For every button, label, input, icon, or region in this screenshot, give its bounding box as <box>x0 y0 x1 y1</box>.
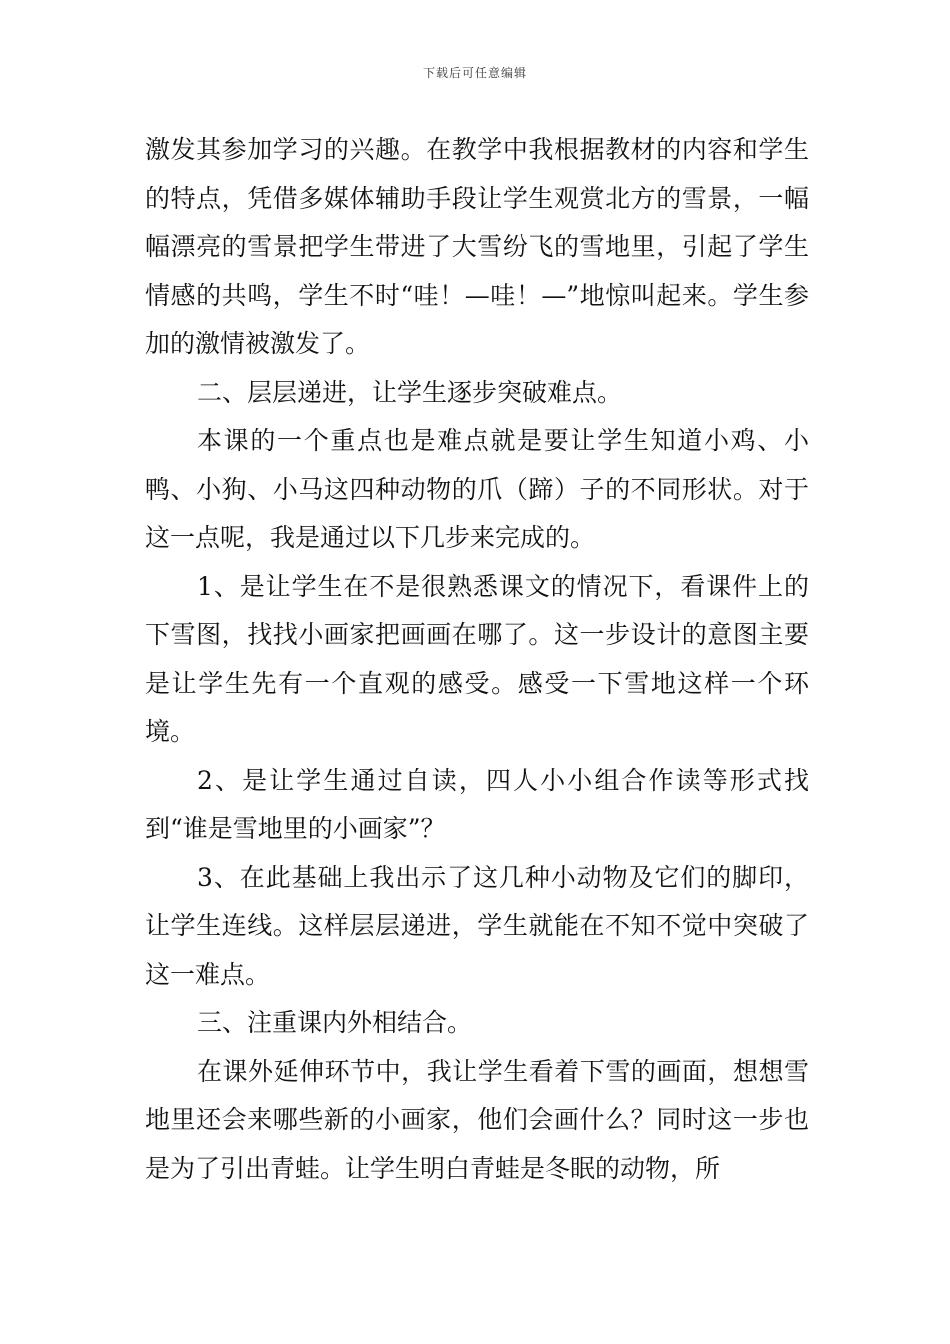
paragraph: 本课的一个重点也是难点就是要让学生知道小鸡、小鸭、小狗、小马这四种动物的爪（蹄）子的不同形状。对于这一点呢，我是通过以下几步来完成的。 <box>145 426 809 552</box>
list-item-1: 1、是让学生在不是很熟悉课文的情况下，看课件上的下雪图，找找小画家把画画在哪了。这一步设计的意图主要是让学生先有一个直观的感受。感受一下雪地这样一个环境。 <box>145 571 809 746</box>
document-body <box>145 126 809 1193</box>
list-item-2: 2、是让学生通过自读，四人小小组合作读等形式找到“谁是雪地里的小画家”？ <box>145 765 809 843</box>
paragraph-continuation: 激发其参加学习的兴趣。在教学中我根据教材的内容和学生的特点，凭借多媒体辅助手段让学生观赏北方的雪景，一幅幅漂亮的雪景把学生带进了大雪纷飞的雪地里，引起了学生情感的共鸣，学生不时“哇！—哇！—”地惊叫起来。学生参加的激情被激发了。 <box>145 135 809 358</box>
page-header: 下载后可任意编辑 <box>422 66 527 80</box>
section-heading-3: 三、注重课内外相结合。 <box>197 1008 473 1037</box>
paragraph: 在课外延伸环节中，我让学生看着下雪的画面，想想雪地里还会来哪些新的小画家，他们会画什么？同时这一步也是为了引出青蛙。让学生明白青蛙是冬眠的动物，所 <box>145 1056 809 1183</box>
list-item-3: 3、在此基础上我出示了这几种小动物及它们的脚印，让学生连线。这样层层递进，学生就能在不知不觉中突破了这一难点。 <box>145 862 809 989</box>
section-heading-2: 二、层层递进，让学生逐步突破难点。 <box>197 377 623 407</box>
